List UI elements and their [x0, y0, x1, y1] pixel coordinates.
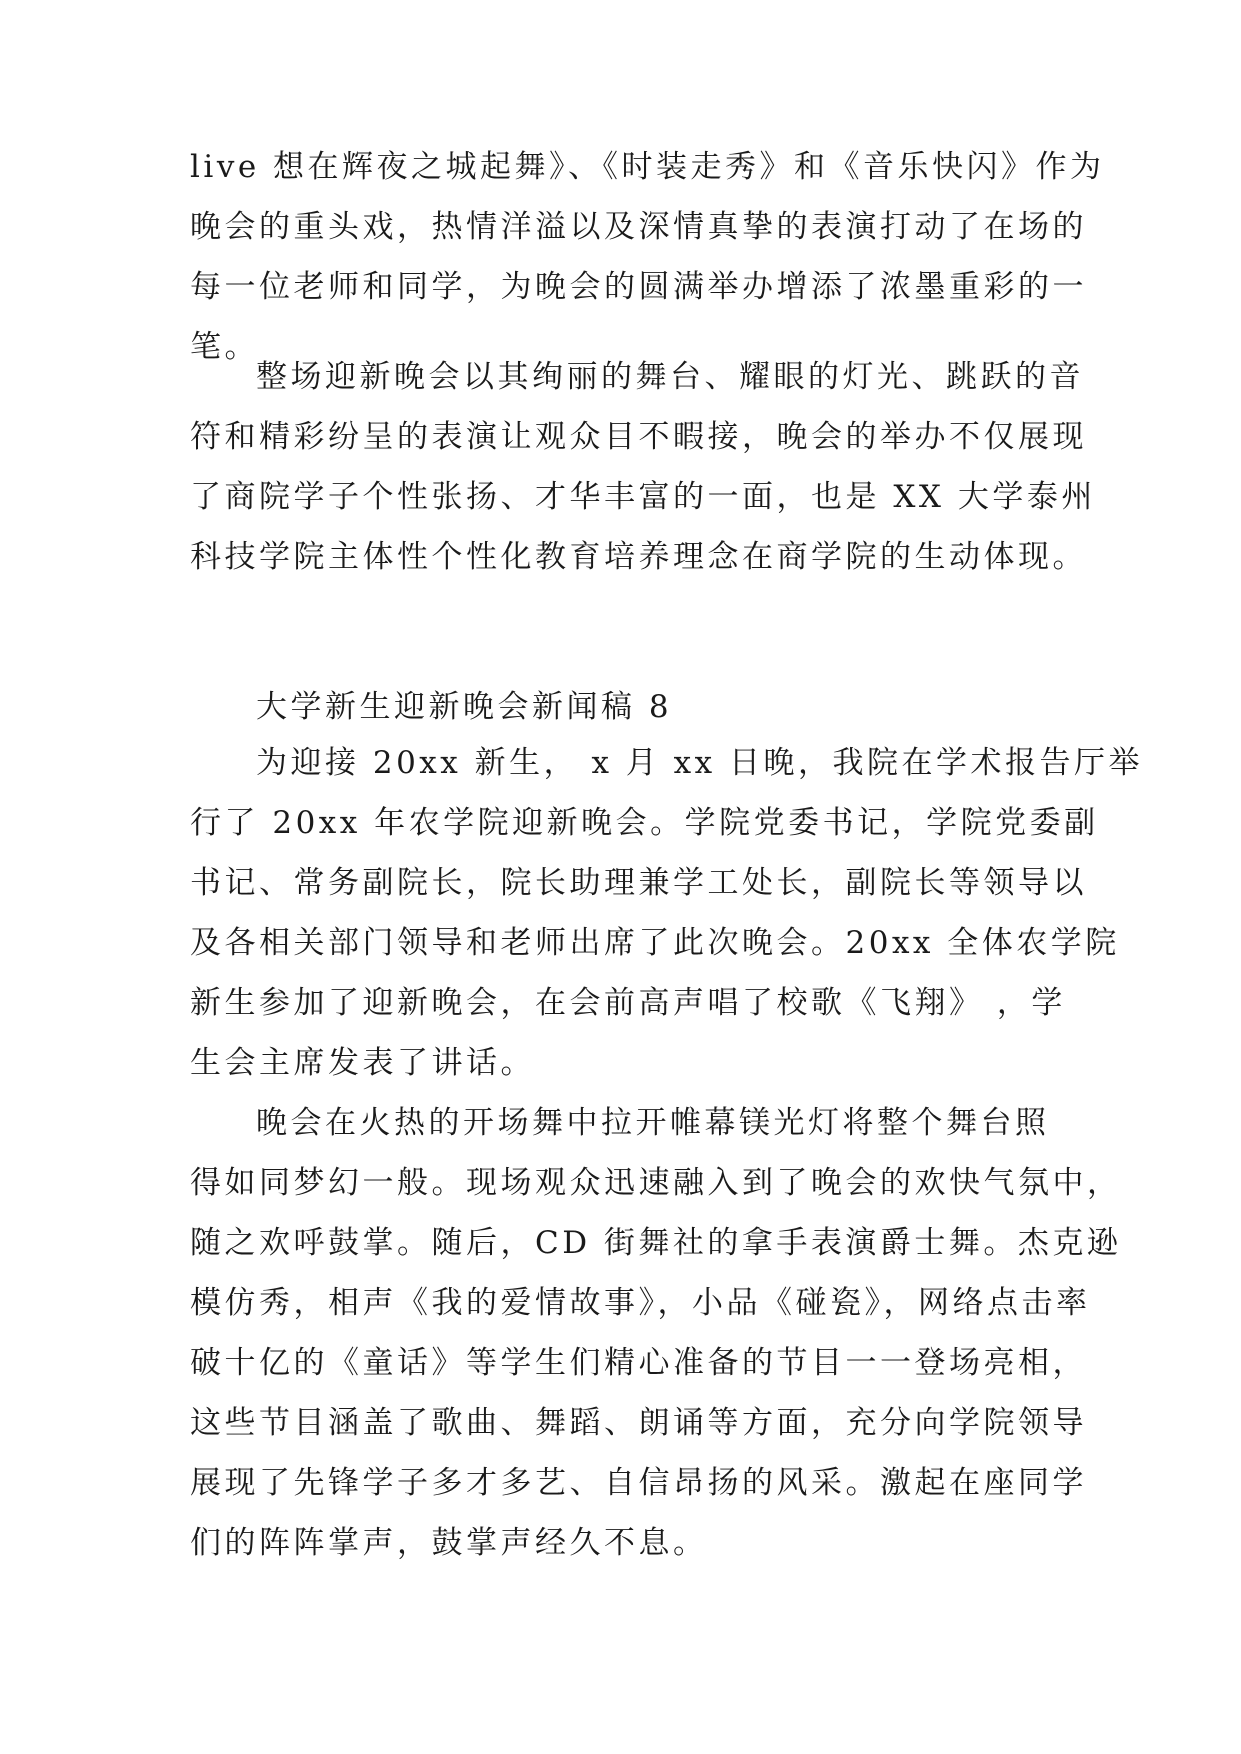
text-line: 科技学院主体性个性化教育培养理念在商学院的生动体现。: [190, 539, 1087, 575]
text-line: 模仿秀，相声《我的爱情故事》，小品《碰瓷》，网络点击率: [190, 1285, 1091, 1321]
text-line: 们的阵阵掌声，鼓掌声经久不息。: [190, 1525, 708, 1561]
text-line: 生会主席发表了讲话。: [190, 1045, 535, 1081]
text-line: 笔。: [190, 329, 259, 365]
paragraph: [190, 733, 1143, 1093]
section-heading: 大学新生迎新晚会新闻稿 8: [256, 689, 673, 725]
text-line: 及各相关部门领导和老师出席了此次晚会。20xx 全体农学院: [190, 925, 1120, 961]
text-line: 这些节目涵盖了歌曲、舞蹈、朗诵等方面，充分向学院领导: [190, 1405, 1087, 1441]
text-line: 展现了先锋学子多才多艺、自信昂扬的风采。激起在座同学: [190, 1465, 1087, 1501]
text-line: 得如同梦幻一般。现场观众迅速融入到了晚会的欢快气氛中，: [190, 1165, 1122, 1201]
section-heading-block: [190, 677, 1070, 737]
text-line: 每一位老师和同学，为晚会的圆满举办增添了浓墨重彩的一: [190, 269, 1087, 305]
text-line: 整场迎新晚会以其绚丽的舞台、耀眼的灯光、跳跃的音: [256, 359, 1084, 395]
text-line: 晚会在火热的开场舞中拉开帷幕镁光灯将整个舞台照: [256, 1105, 1050, 1141]
paragraph: [190, 1093, 1122, 1573]
text-line: 书记、常务副院长，院长助理兼学工处长，副院长等领导以: [190, 865, 1087, 901]
text-line: 了商院学子个性张扬、才华丰富的一面，也是 XX 大学泰州: [190, 479, 1096, 515]
text-line: 符和精彩纷呈的表演让观众目不暇接，晚会的举办不仅展现: [190, 419, 1087, 455]
text-line: 晚会的重头戏，热情洋溢以及深情真挚的表演打动了在场的: [190, 209, 1087, 245]
text-line: live 想在辉夜之城起舞》、《时装走秀》和《音乐快闪》作为: [190, 149, 1105, 185]
text-line: 随之欢呼鼓掌。随后，CD 街舞社的拿手表演爵士舞。杰克逊: [190, 1225, 1122, 1261]
paragraph: [190, 347, 1096, 587]
text-line: 破十亿的《童话》等学生们精心准备的节目一一登场亮相，: [190, 1345, 1087, 1381]
text-line: 行了 20xx 年农学院迎新晚会。学院党委书记，学院党委副: [190, 805, 1099, 841]
text-line: 新生参加了迎新晚会，在会前高声唱了校歌《飞翔》 ，学: [190, 985, 1066, 1021]
text-line: 为迎接 20xx 新生， x 月 xx 日晚，我院在学术报告厅举: [256, 745, 1143, 781]
